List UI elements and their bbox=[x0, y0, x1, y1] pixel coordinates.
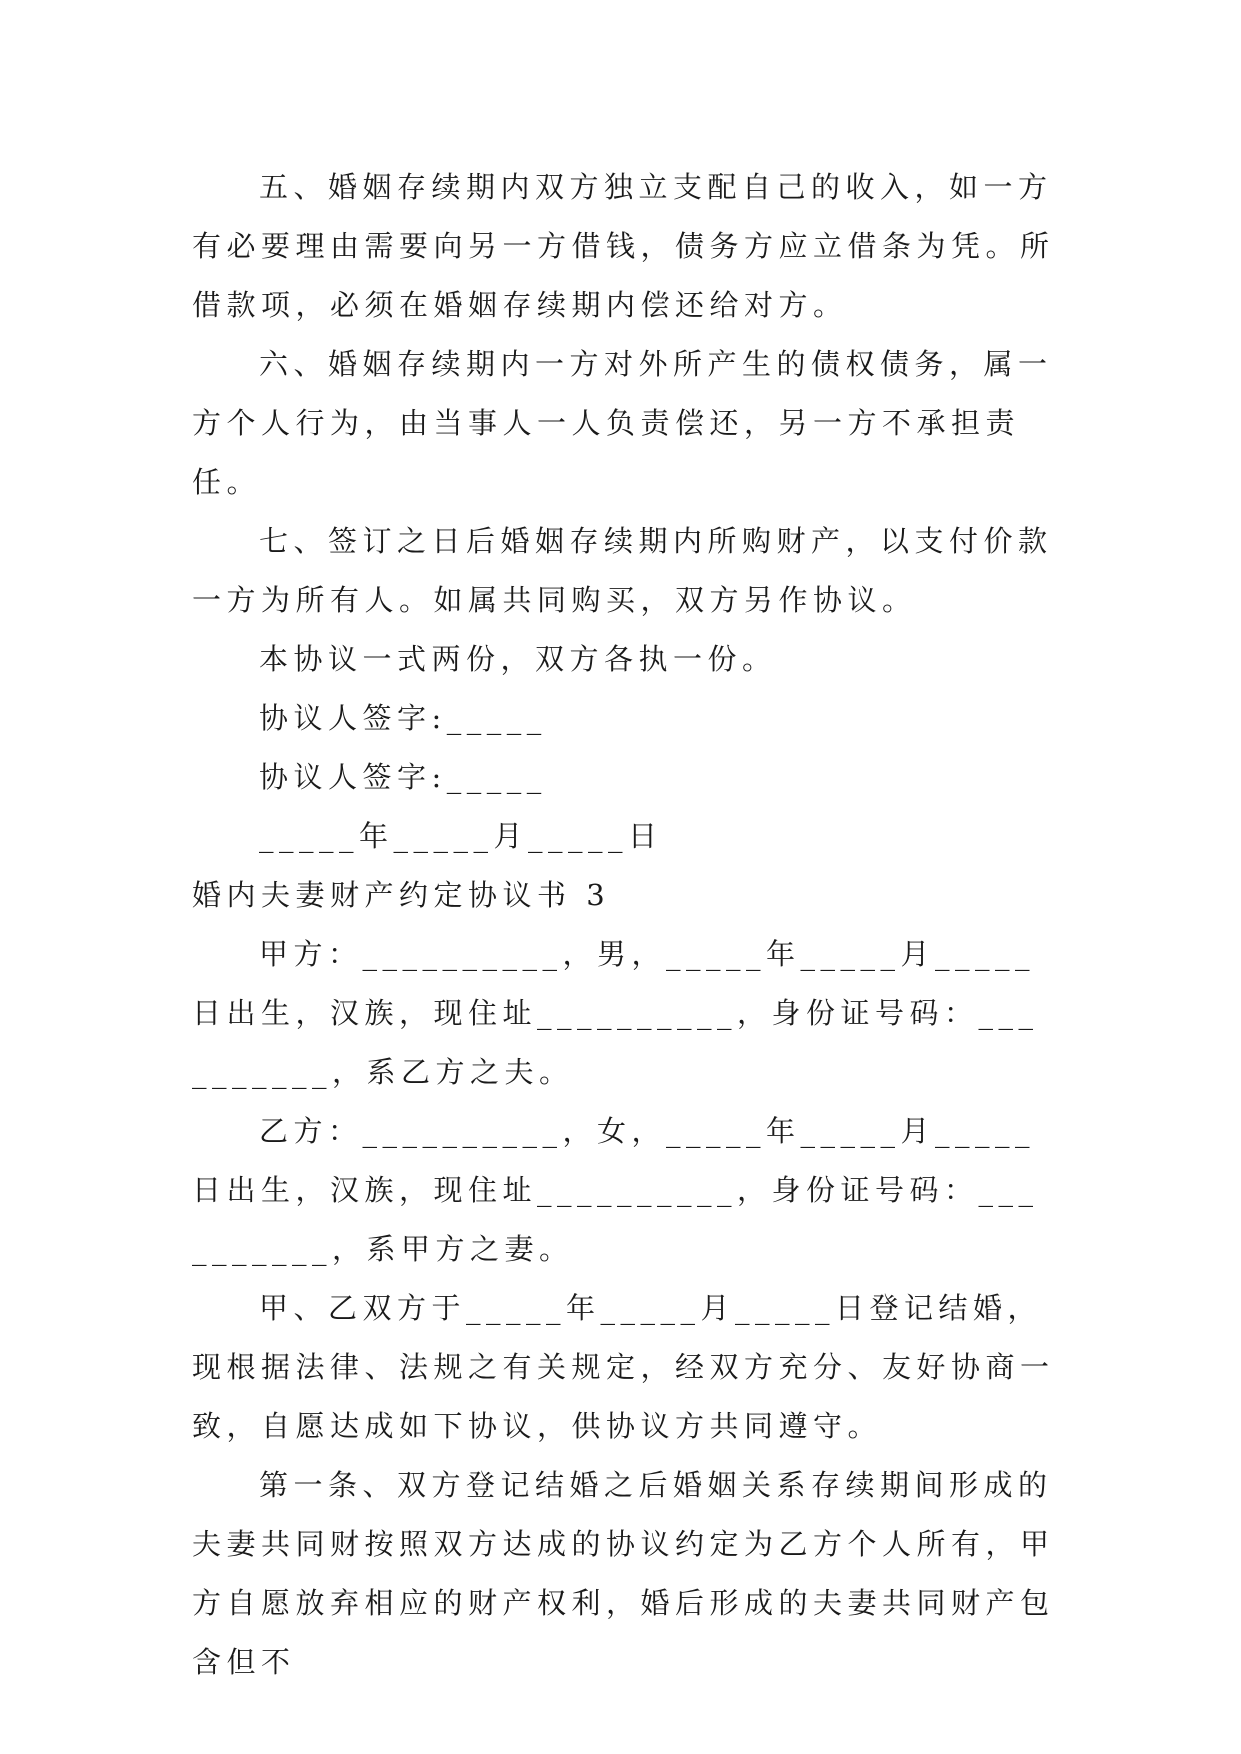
clause-seven-paragraph: 七、签订之日后婚姻存续期内所购财产，以支付价款一方为所有人。如属共同购买，双方另作协议。 bbox=[192, 524, 1053, 617]
party-b-paragraph: 乙方：__________，女，_____年_____月_____日出生，汉族，现住址__________，身份证号码：__________，系甲方之妻。 bbox=[192, 1114, 1039, 1266]
clause-six-paragraph: 六、婚姻存续期内一方对外所产生的债权债务，属一方个人行为，由当事人一人负责偿还，另一方不承担责任。 bbox=[192, 347, 1053, 499]
signature-line: 协议人签字:_____ bbox=[259, 701, 547, 735]
preamble-paragraph: 甲、乙双方于_____年_____月_____日登记结婚，现根据法律、法规之有关规定，经双方充分、友好协商一致，自愿达成如下协议，供协议方共同遵守。 bbox=[192, 1291, 1055, 1443]
copies-note-paragraph: 本协议一式两份，双方各执一份。 bbox=[259, 642, 777, 676]
clause-five-paragraph: 五、婚姻存续期内双方独立支配自己的收入，如一方有必要理由需要向另一方借钱，债务方应立借条为凭。所借款项，必须在婚姻存续期内偿还给对方。 bbox=[192, 170, 1055, 322]
article-one-paragraph: 第一条、双方登记结婚之后婚姻关系存续期间形成的夫妻共同财按照双方达成的协议约定为乙方个人所有，甲方自愿放弃相应的财产权利，婚后形成的夫妻共同财产包含但不 bbox=[192, 1468, 1055, 1679]
date-line: _____年_____月_____日 bbox=[259, 819, 663, 853]
section-title: 婚内夫妻财产约定协议书 3 bbox=[192, 878, 611, 912]
party-a-paragraph: 甲方：__________，男，_____年_____月_____日出生，汉族，现住址__________，身份证号码：__________，系乙方之夫。 bbox=[192, 937, 1039, 1089]
document-body bbox=[192, 158, 1058, 1692]
signature-line: 协议人签字:_____ bbox=[259, 760, 547, 794]
